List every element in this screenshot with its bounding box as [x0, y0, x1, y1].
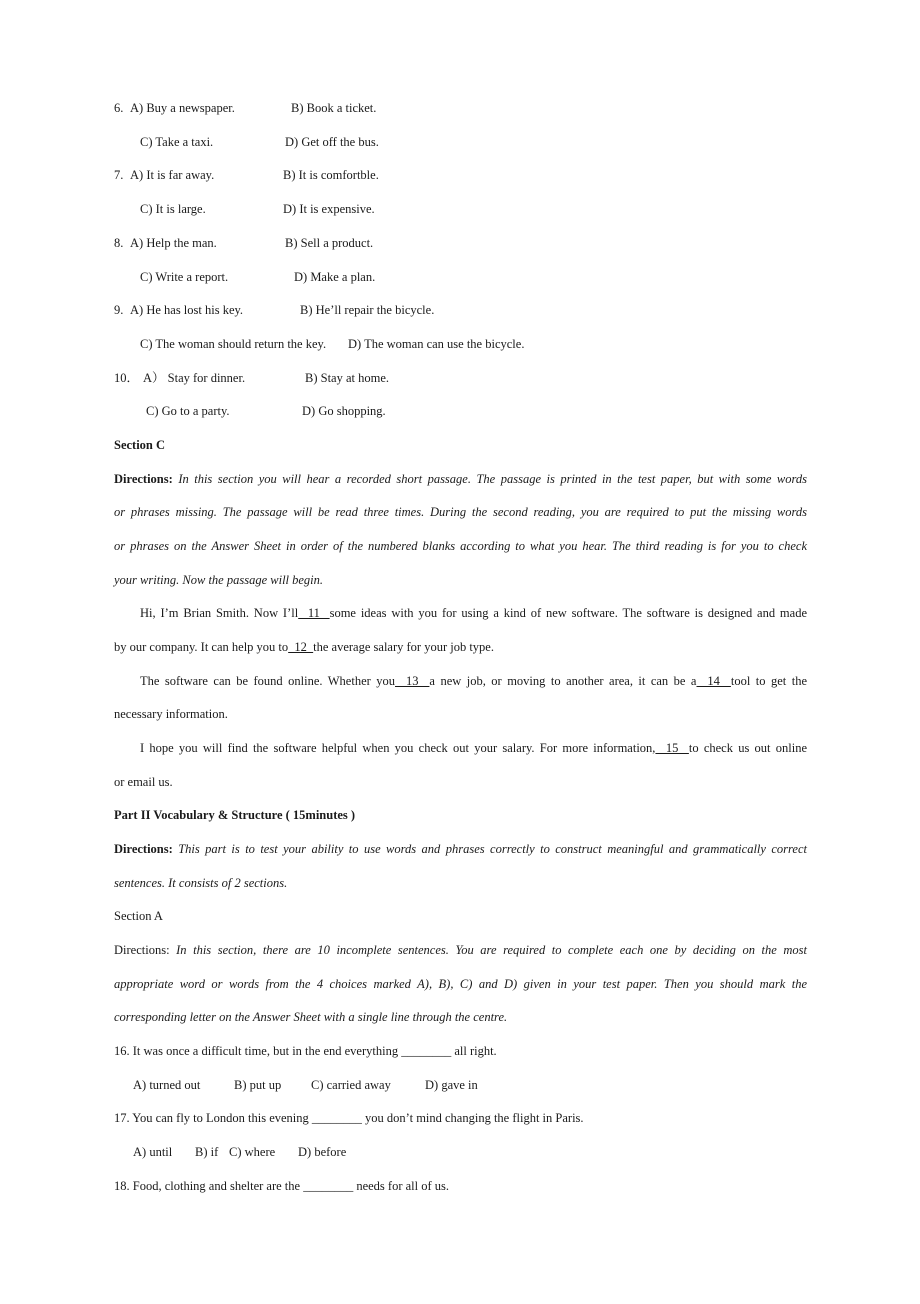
item-9-option-b: B) He’ll repair the bicycle.: [300, 303, 435, 317]
item-8-row-1: [114, 233, 807, 253]
section-c-directions-line-4: your writing. Now the passage will begin.: [114, 573, 324, 587]
passage-para-1-line-2: [114, 637, 807, 657]
passage-text: to check us out online: [688, 741, 808, 755]
section-c-directions-line-2: or phrases missing. The passage will be read three times. During the second reading, you are required to put the missing words: [114, 505, 807, 519]
passage-text: Hi, I’m Brian Smith. Now I’ll: [140, 606, 299, 620]
question-16-option-c: C) carried away: [311, 1078, 391, 1092]
item-7-row-1: [114, 165, 807, 185]
item-8-option-c: C) Write a report.: [140, 270, 229, 284]
item-10-option-a: A） Stay for dinner.: [143, 371, 246, 385]
item-6-number: 6.: [114, 101, 124, 115]
question-16-option-d: D) gave in: [425, 1078, 478, 1092]
question-17-option-d: D) before: [298, 1145, 347, 1159]
item-10-row-1: [114, 368, 807, 388]
item-9-row-1: [114, 300, 807, 320]
item-8-option-d: D) Make a plan.: [294, 270, 376, 284]
item-8-number: 8.: [114, 236, 124, 250]
item-6-row-2: [114, 132, 807, 152]
passage-para-1-line-1: [114, 603, 807, 623]
question-17-option-a: A) until: [133, 1145, 173, 1159]
item-7-option-d: D) It is expensive.: [283, 202, 375, 216]
passage-text: tool to get the: [730, 674, 808, 688]
blank-12: 12: [288, 640, 314, 654]
passage-text: by our company. It can help you to: [114, 640, 289, 654]
item-6-row-1: [114, 98, 807, 118]
item-7-number: 7.: [114, 168, 124, 182]
item-9-row-2: [114, 334, 807, 354]
question-16-option-b: B) put up: [234, 1078, 282, 1092]
blank-11: 11: [298, 606, 330, 620]
part-2-directions-text: This part is to test your ability to use words and phrases correctly to construct meaningful and grammatically correct: [178, 842, 807, 856]
passage-para-2-line-2: necessary information.: [114, 707, 228, 721]
item-9-number: 9.: [114, 303, 124, 317]
section-c-directions-label: Directions:: [114, 472, 173, 486]
section-c-heading: Section C: [114, 438, 166, 452]
item-10-row-2: [114, 401, 807, 421]
question-17-stem: 17. You can fly to London this evening ________ you don’t mind changing the flight in Paris.: [114, 1111, 584, 1125]
passage-text: The software can be found online. Whether you: [140, 674, 396, 688]
part-2-directions-label: Directions:: [114, 842, 173, 856]
section-c-directions-line-1: [114, 469, 807, 489]
item-10-option-b: B) Stay at home.: [305, 371, 390, 385]
section-c-directions-text: In this section you will hear a recorded short passage. The passage is printed in the test paper, but with some words: [178, 472, 808, 486]
passage-text: a new job, or moving to another area, it can be a: [429, 674, 697, 688]
item-6-option-d: D) Get off the bus.: [285, 135, 379, 149]
part-2-heading: Part II Vocabulary & Structure ( 15minutes ): [114, 808, 356, 822]
item-8-option-a: A) Help the man.: [130, 236, 217, 250]
section-a-directions-line-3: corresponding letter on the Answer Sheet with a single line through the centre.: [114, 1010, 508, 1024]
item-10-number: 10．: [114, 371, 140, 385]
section-a-directions-label: Directions:: [114, 943, 170, 957]
item-7-row-2: [114, 199, 807, 219]
item-6-option-a: A) Buy a newspaper.: [130, 101, 235, 115]
section-a-directions-text: In this section, there are 10 incomplete sentences. You are required to complete each one by deciding on the most: [176, 943, 808, 957]
question-16-options: [114, 1075, 807, 1095]
section-c-directions-line-3: or phrases on the Answer Sheet in order of the numbered blanks according to what you hear. The third reading is for you to check: [114, 539, 807, 553]
passage-text: the average salary for your job type.: [313, 640, 494, 654]
item-7-option-a: A) It is far away.: [130, 168, 215, 182]
item-9-option-a: A) He has lost his key.: [130, 303, 244, 317]
question-16-option-a: A) turned out: [133, 1078, 201, 1092]
part-2-directions-line-1: [114, 839, 807, 859]
item-10-option-d: D) Go shopping.: [302, 404, 386, 418]
passage-text: some ideas with you for using a kind of new software. The software is designed and made: [329, 606, 807, 620]
blank-15: 15: [655, 741, 689, 755]
section-a-directions-line-1: [114, 940, 807, 960]
question-17-options: [114, 1142, 807, 1162]
section-a-directions-line-2: appropriate word or words from the 4 choices marked A), B), C) and D) given in your test paper. Then you should mark the: [114, 977, 807, 991]
item-7-option-c: C) It is large.: [140, 202, 206, 216]
item-6-option-b: B) Book a ticket.: [291, 101, 377, 115]
question-17-option-c: C) where: [229, 1145, 276, 1159]
item-10-option-c: C) Go to a party.: [146, 404, 230, 418]
item-8-option-b: B) Sell a product.: [285, 236, 374, 250]
section-a-heading: Section A: [114, 909, 163, 923]
question-17-option-b: B) if: [195, 1145, 219, 1159]
passage-para-3-line-2: or email us.: [114, 775, 173, 789]
item-9-option-c: C) The woman should return the key.: [140, 337, 327, 351]
item-9-option-d: D) The woman can use the bicycle.: [348, 337, 525, 351]
item-6-option-c: C) Take a taxi.: [140, 135, 214, 149]
passage-para-2-line-1: [114, 671, 807, 691]
passage-para-3-line-1: [114, 738, 807, 758]
question-18-stem: 18. Food, clothing and shelter are the ________ needs for all of us.: [114, 1179, 449, 1193]
question-16-stem: 16. It was once a difficult time, but in the end everything ________ all right.: [114, 1044, 497, 1058]
part-2-directions-line-2: sentences. It consists of 2 sections.: [114, 876, 288, 890]
blank-13: 13: [395, 674, 430, 688]
item-7-option-b: B) It is comfortble.: [283, 168, 379, 182]
passage-text: I hope you will find the software helpful when you check out your salary. For more information,: [140, 741, 656, 755]
item-8-row-2: [114, 267, 807, 287]
blank-14: 14: [696, 674, 731, 688]
